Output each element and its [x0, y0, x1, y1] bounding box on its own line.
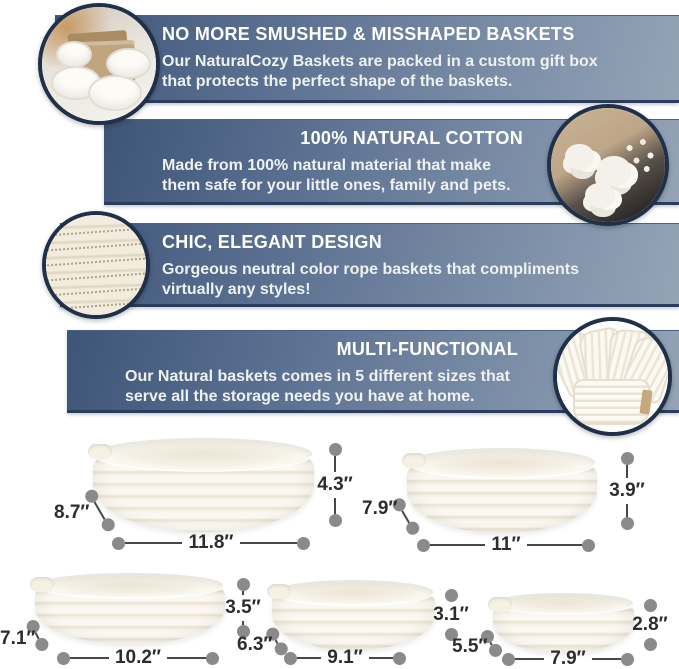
dimension-label: 6.3″	[237, 634, 273, 655]
feature-body: Our Natural baskets comes in 5 different sizes that serve all the storage needs you have at home.	[125, 368, 511, 405]
dimension-label: 7.1″	[0, 628, 36, 649]
feature-text	[162, 16, 669, 100]
dimension-label: 5.5″	[452, 636, 488, 657]
height-dimension	[624, 599, 676, 643]
length-dimension	[112, 532, 310, 553]
dimension-label: 9.1″	[327, 647, 363, 668]
dimension-label: 11.8″	[188, 532, 234, 553]
dimension-label: 7.9″	[362, 498, 398, 519]
nested-baskets-photo	[553, 317, 672, 436]
feature-text	[125, 331, 518, 410]
dimension-label: 8.7″	[54, 502, 90, 523]
length-dimension	[57, 647, 219, 668]
dimension-label: 3.5″	[225, 597, 261, 618]
dimension-label: 4.3″	[317, 474, 353, 495]
feature-body: Gorgeous neutral color rope baskets that compliments virtually any styles!	[162, 261, 579, 298]
height-dimension	[217, 578, 269, 638]
dimension-label: 2.8″	[632, 614, 668, 635]
gift-box-photo	[38, 3, 160, 125]
length-dimension	[284, 647, 406, 668]
feature-text	[162, 224, 669, 304]
basket-photo-2	[407, 448, 597, 533]
feature-body: Made from 100% natural material that make them safe for your little ones, family and pets.	[162, 157, 511, 194]
length-dimension	[502, 648, 634, 669]
basket-photo-5	[493, 593, 634, 653]
feature-heading: 100% NATURAL COTTON	[300, 128, 523, 148]
cotton-flowers-photo	[547, 104, 669, 226]
rope-texture-photo	[42, 211, 150, 319]
height-dimension	[601, 452, 653, 530]
dimension-label: 3.1″	[433, 604, 469, 625]
basket-photo-1	[93, 438, 314, 532]
length-dimension	[417, 534, 595, 555]
dimension-label: 10.2″	[114, 647, 162, 668]
height-dimension	[425, 589, 477, 641]
dimension-label: 7.9″	[550, 648, 586, 669]
height-dimension	[309, 443, 361, 527]
feature-banner-elegant-design	[60, 223, 679, 307]
basket-photo-3	[35, 573, 225, 644]
basket-photo-4	[272, 580, 435, 650]
feature-body: Our NaturalCozy Baskets are packed in a custom gift box that protects the perfect shape of the baskets.	[162, 53, 598, 90]
feature-heading: MULTI-FUNCTIONAL	[336, 339, 518, 359]
feature-text	[162, 120, 523, 202]
dimension-label: 3.9″	[609, 480, 645, 501]
feature-heading: CHIC, ELEGANT DESIGN	[162, 232, 383, 252]
dimension-label: 11″	[491, 534, 521, 555]
feature-heading: NO MORE SMUSHED & MISSHAPED BASKETS	[162, 24, 575, 44]
